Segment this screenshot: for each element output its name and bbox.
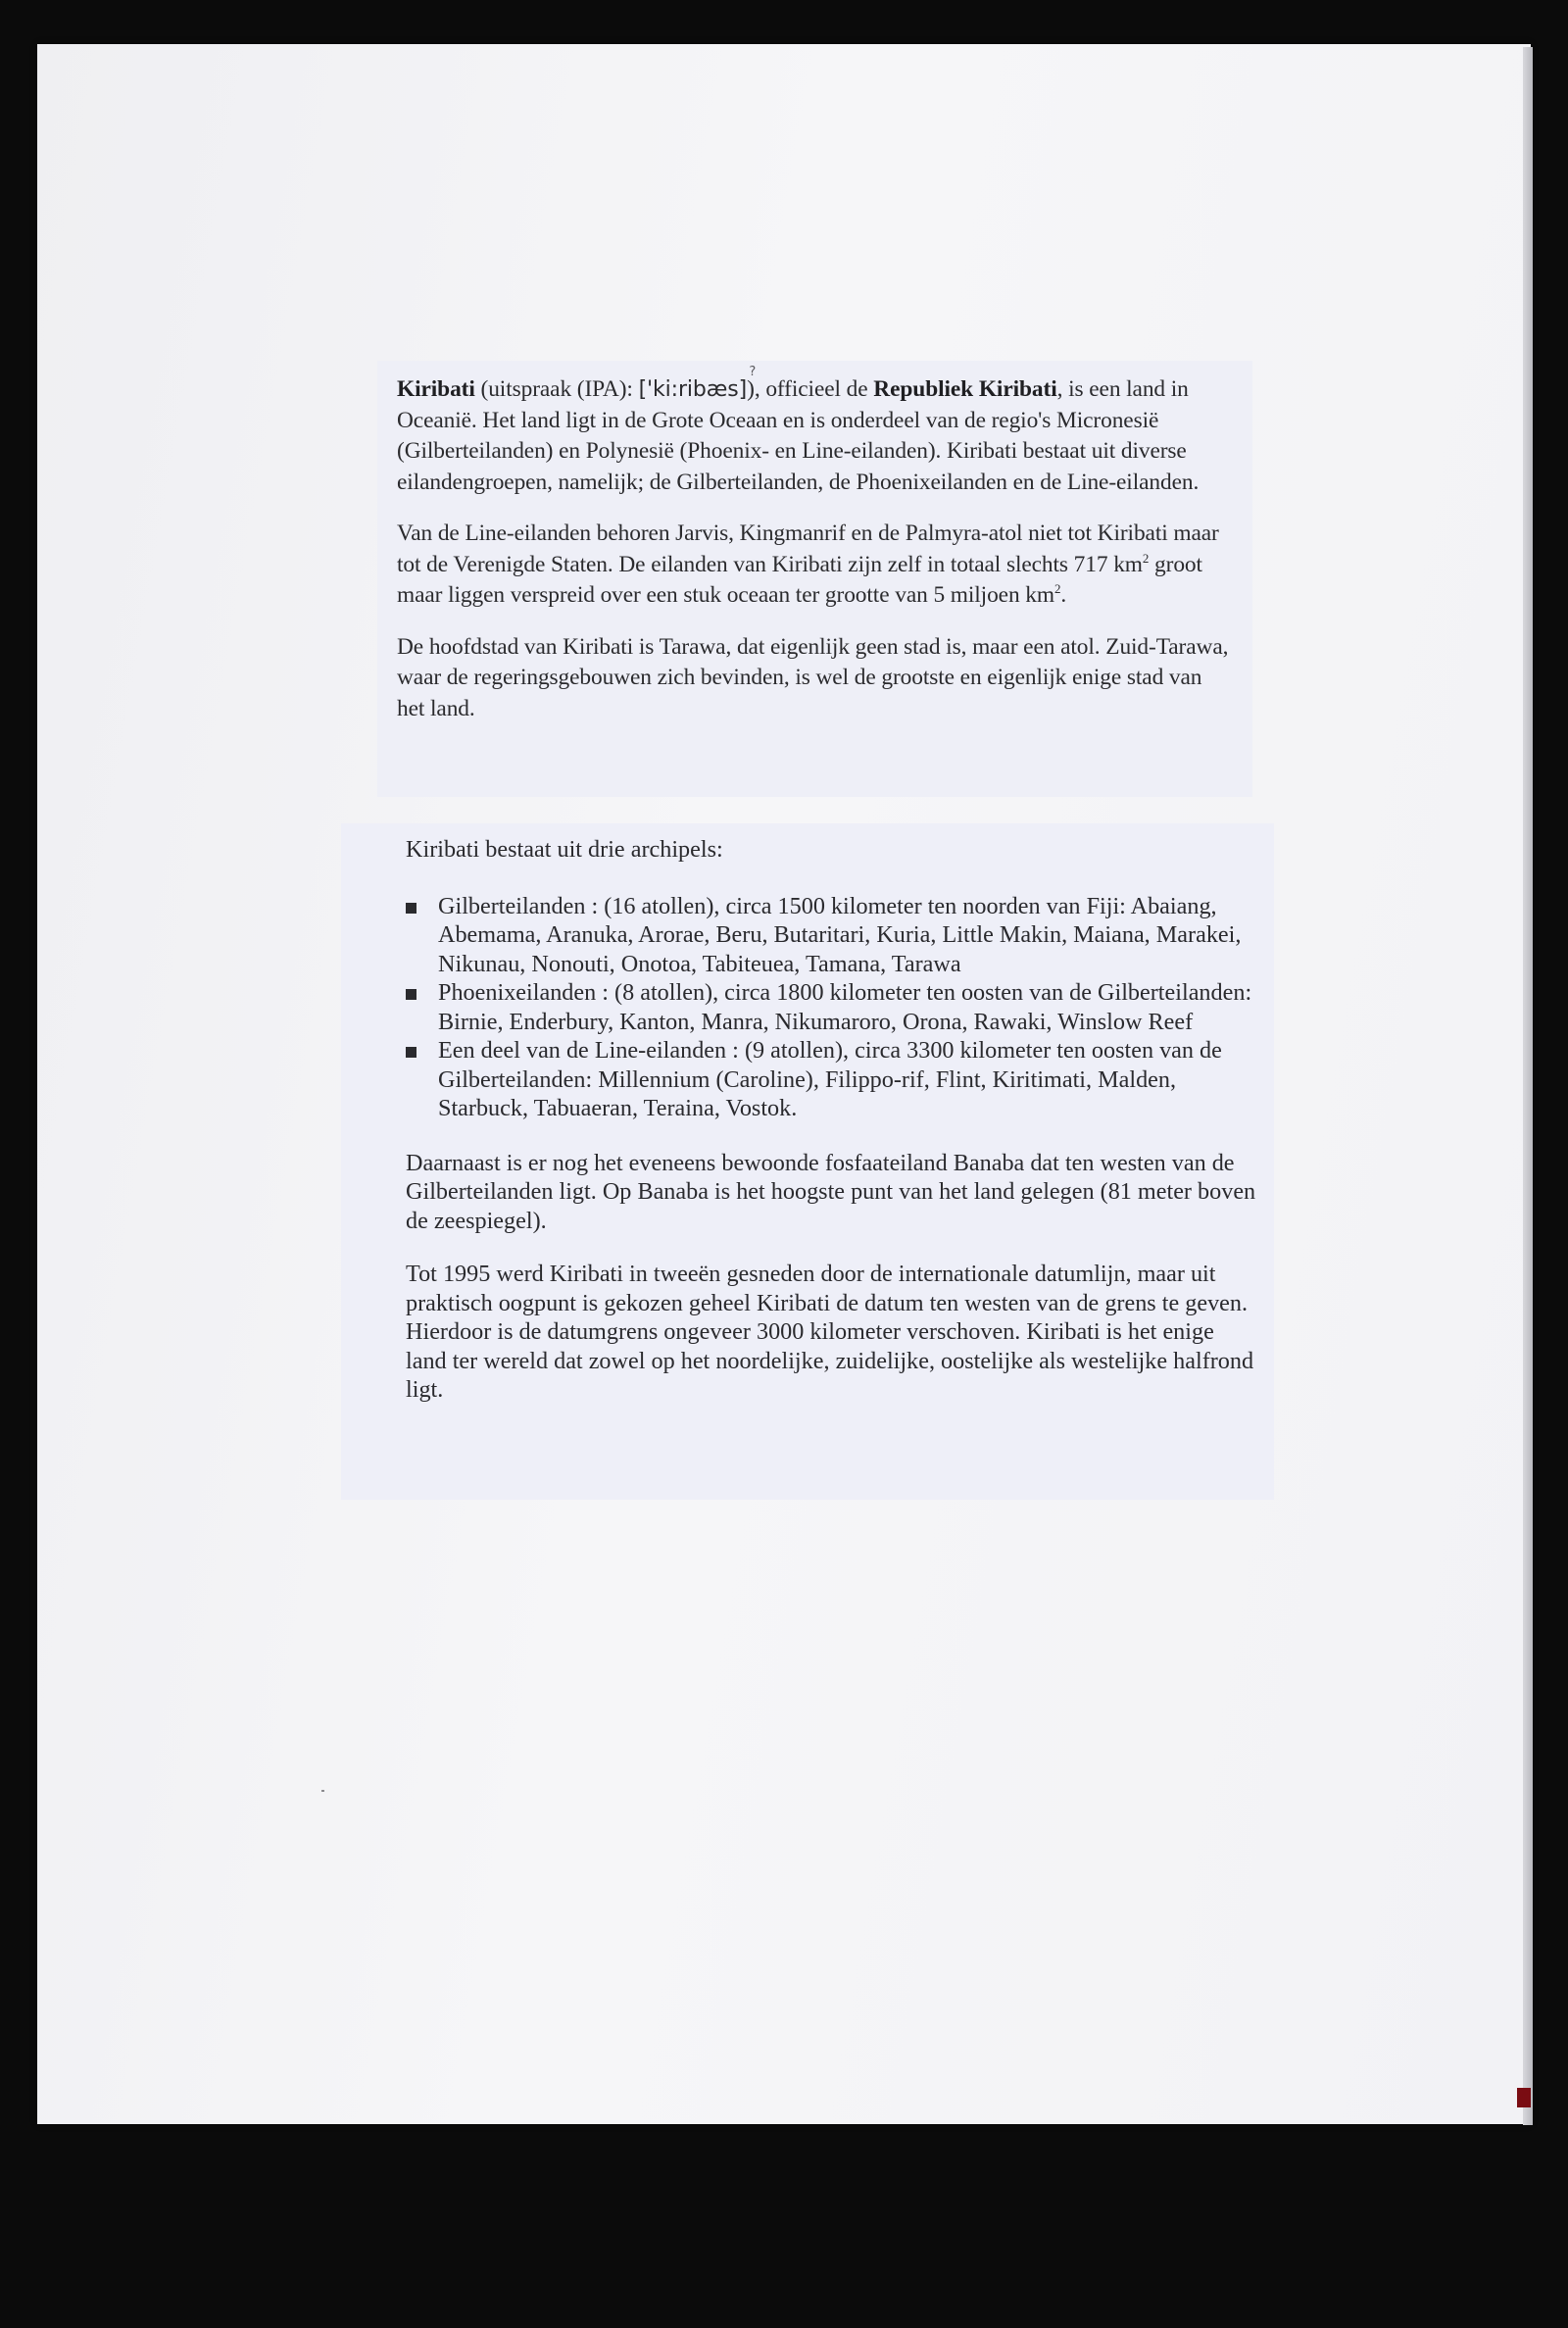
ipa-text: ['ki:ribæs] (638, 377, 748, 402)
archipels-intro: Kiribati bestaat uit drie archipels: (406, 836, 723, 863)
capital-paragraph: De hoofdstad van Kiribati is Tarawa, dat eigenlijk geen stad is, maar een atol. Zuid-Tarawa, waar de regeringsgebouwen zich bevinden, is wel de grootste en eigenlijk enige stad van het land. (397, 633, 1229, 721)
area-text-c: . (1060, 582, 1067, 608)
area-text-b: groot maar liggen verspreid over een stuk oceaan ter grootte van 5 miljoen km (397, 551, 1202, 608)
page-edge (1523, 47, 1533, 2125)
list-item-text: Een deel van de Line-eilanden : (9 atollen), circa 3300 kilometer ten oosten van de Gilberteilanden: Millennium (Caroline), Filippo-rif, Flint, Kiritimati, Malden, Starbuck, Tabuaeran, Teraina, Vostok. (438, 1037, 1222, 1121)
intro-text-b: ), officieel de (747, 376, 874, 402)
area-sup-a: 2 (1142, 550, 1150, 566)
area-sup-b: 2 (1054, 581, 1061, 597)
square-bullet-icon (406, 1047, 416, 1058)
list-item (406, 892, 1256, 979)
archipel-list (406, 892, 1256, 1123)
list-item (406, 1036, 1256, 1123)
red-corner-mark (1517, 2088, 1531, 2107)
ipa-help-mark: ? (749, 365, 757, 379)
square-bullet-icon (406, 989, 416, 1000)
text-clipping-bottom (341, 823, 1274, 1500)
official-name: Republiek Kiribati (873, 376, 1057, 402)
term-kiribati: Kiribati (397, 376, 475, 402)
stray-dot (321, 1790, 324, 1792)
area-paragraph (397, 519, 1235, 612)
intro-text-c: , is een land in Oceanië. Het land ligt in de Grote Oceaan en is onderdeel van de regio's Micronesië (Gilberteilanden) en Polynesië (Phoenix- en Line-eilanden). Kiribati bestaat uit diverse eilandengroepen, namelijk; de Gilberteilanden, de Phoenixeilanden en de Line-eilanden. (397, 376, 1200, 495)
area-text-a: Van de Line-eilanden behoren Jarvis, Kingmanrif en de Palmyra-atol niet tot Kiribati maar tot de Verenigde Staten. De eilanden van Kiribati zijn zelf in totaal slechts 717 km (397, 520, 1219, 577)
list-item-text: Gilberteilanden : (16 atollen), circa 1500 kilometer ten noorden van Fiji: Abaiang, Abemama, Aranuka, Arorae, Beru, Butaritari, Kuria, Little Makin, Maiana, Marakei, Nikunau, Nonouti, Onotoa, Tabiteuea, Tamana, Tarawa (438, 892, 1242, 977)
intro-paragraph (397, 365, 1235, 498)
datumlijn-paragraph: Tot 1995 werd Kiribati in tweeën gesneden door de internationale datumlijn, maar uit praktisch oogpunt is gekozen geheel Kiribati de datum ten westen van de grens te geven. Hierdoor is de datumgrens ongeveer 3000 kilometer verschoven. Kiribati is het enige land ter wereld dat zowel op het noordelijke, zuidelijke, oostelijke als westelijke halfrond ligt. (406, 1261, 1254, 1403)
list-item (406, 978, 1256, 1036)
square-bullet-icon (406, 903, 416, 914)
intro-text-a: (uitspraak (IPA): (474, 376, 639, 402)
list-item-text: Phoenixeilanden : (8 atollen), circa 1800 kilometer ten oosten van de Gilberteilanden: Birnie, Enderbury, Kanton, Manra, Nikumaroro, Orona, Rawaki, Winslow Reef (438, 979, 1252, 1035)
text-clipping-top (377, 361, 1252, 797)
ipa-pronunciation (638, 365, 757, 406)
banaba-paragraph: Daarnaast is er nog het eveneens bewoonde fosfaateiland Banaba dat ten westen van de Gilberteilanden ligt. Op Banaba is het hoogste punt van het land gelegen (81 meter boven de zeespiegel). (406, 1149, 1256, 1234)
